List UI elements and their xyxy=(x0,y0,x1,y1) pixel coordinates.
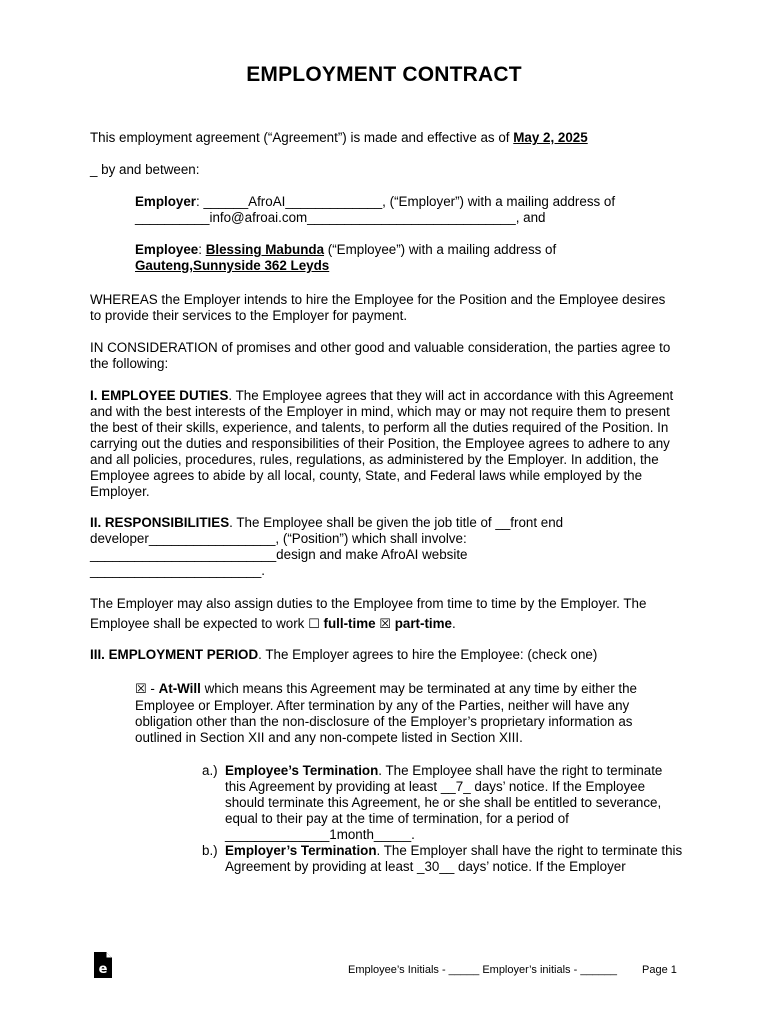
fulltime-checkbox[interactable]: ☐ xyxy=(308,617,320,632)
duties-paragraph xyxy=(90,388,680,500)
duties-text: . The Employee agrees that they will act in accordance with this Agreement and with the best interests of the Employer in mind, which may or may not require them to present the best of their skills, experience, and talents, to perform all the duties required of the Position. In carrying out the duties and responsibilities of their Position, the Employee agrees to adhere to any and all policies, procedures, rules, regulations, as administered by the Employer. In addition, the Employee agrees to abide by all local, county, State, and Federal laws while employed by the Employer. xyxy=(90,388,674,499)
employee-termination-body xyxy=(225,763,685,843)
assign-paragraph xyxy=(90,594,680,635)
responsibilities-line3: _________________________design and make AfroAI website xyxy=(90,547,468,562)
eforms-logo-icon xyxy=(92,952,114,978)
assign-line1: The Employer may also assign duties to the Employee from time to time by the Employer. The xyxy=(90,596,647,611)
footer-initials: Employee’s Initials - _____ Employer’s initials - ______ xyxy=(348,964,618,976)
employer-termination-text: . The Employer shall have the right to terminate this Agreement by providing at least _30__ days’ notice. If the Employer xyxy=(225,843,683,874)
employee-address: Gauteng,Sunnyside 362 Leyds xyxy=(135,258,330,273)
whereas-paragraph: WHEREAS the Employer intends to hire the Employee for the Position and the Employee desires to provide their services to the Employer for payment. xyxy=(90,292,666,323)
employee-termination-heading: Employee’s Termination xyxy=(225,763,379,778)
parttime-checkbox[interactable]: ☒ xyxy=(379,617,391,632)
page-number: Page 1 xyxy=(642,964,677,976)
employee-termination-number: a.) xyxy=(202,763,218,778)
employer-line1: : ______AfroAI_____________, (“Employer”) with a mailing address of xyxy=(196,194,616,209)
document-title: EMPLOYMENT CONTRACT xyxy=(246,63,522,86)
employer-termination-heading: Employer’s Termination xyxy=(225,843,377,858)
atwill-dash: - xyxy=(146,681,159,696)
period-paragraph xyxy=(90,647,680,663)
svg-text:e: e xyxy=(98,962,108,977)
assign-period: . xyxy=(451,616,456,631)
fulltime-label: full-time xyxy=(323,616,376,631)
employer-paragraph xyxy=(135,194,680,226)
atwill-paragraph xyxy=(135,681,680,746)
intro-paragraph xyxy=(90,130,680,146)
duties-heading: I. EMPLOYEE DUTIES xyxy=(90,388,229,403)
by-and-between: _ by and between: xyxy=(90,162,200,177)
parttime-label: part-time xyxy=(394,616,452,631)
employee-rest: (“Employee”) with a mailing address of xyxy=(324,242,557,257)
responsibilities-heading: II. RESPONSIBILITIES xyxy=(90,515,230,530)
effective-date: May 2, 2025 xyxy=(513,130,588,145)
period-heading: III. EMPLOYMENT PERIOD xyxy=(90,647,259,662)
employee-name: Blessing Mabunda xyxy=(205,242,325,257)
employer-line2: __________info@afroai.com____________________________, and xyxy=(135,210,546,225)
responsibilities-paragraph xyxy=(90,515,680,579)
responsibilities-line1: . The Employee shall be given the job title of __front end xyxy=(229,515,564,530)
employee-colon: : xyxy=(198,242,206,257)
employee-paragraph xyxy=(135,242,680,274)
employer-termination-number: b.) xyxy=(202,843,218,858)
responsibilities-line2: developer_________________, (“Position”) which shall involve: xyxy=(90,531,467,546)
consideration-paragraph: IN CONSIDERATION of promises and other good and valuable consideration, the parties agree to the following: xyxy=(90,340,671,371)
employee-termination-text: . The Employee shall have the right to terminate this Agreement by providing at least __7_ days’ notice. If the Employee should terminate this Agreement, he or she shall be entitled to severance, equal to their pay at the time of termination, for a period of ______________1month_____. xyxy=(225,763,663,842)
employee-label: Employee xyxy=(135,242,199,257)
period-text: . The Employer agrees to hire the Employee: (check one) xyxy=(258,647,598,662)
employer-label: Employer xyxy=(135,194,197,209)
intro-text: This employment agreement (“Agreement”) is made and effective as of xyxy=(90,130,514,145)
assign-line2: Employee shall be expected to work xyxy=(90,616,309,631)
responsibilities-line4: _______________________. xyxy=(90,563,266,578)
atwill-text: which means this Agreement may be terminated at any time by either the Employee or Employer. After termination by any of the Parties, neither will have any obligation other than the non-disclosure of the Employer’s proprietary information as outlined in Section XII and any non-compete listed in Section XIII. xyxy=(135,681,638,745)
atwill-label: At-Will xyxy=(158,681,201,696)
atwill-checkbox[interactable]: ☒ xyxy=(135,682,147,697)
employer-termination-body xyxy=(225,843,685,875)
